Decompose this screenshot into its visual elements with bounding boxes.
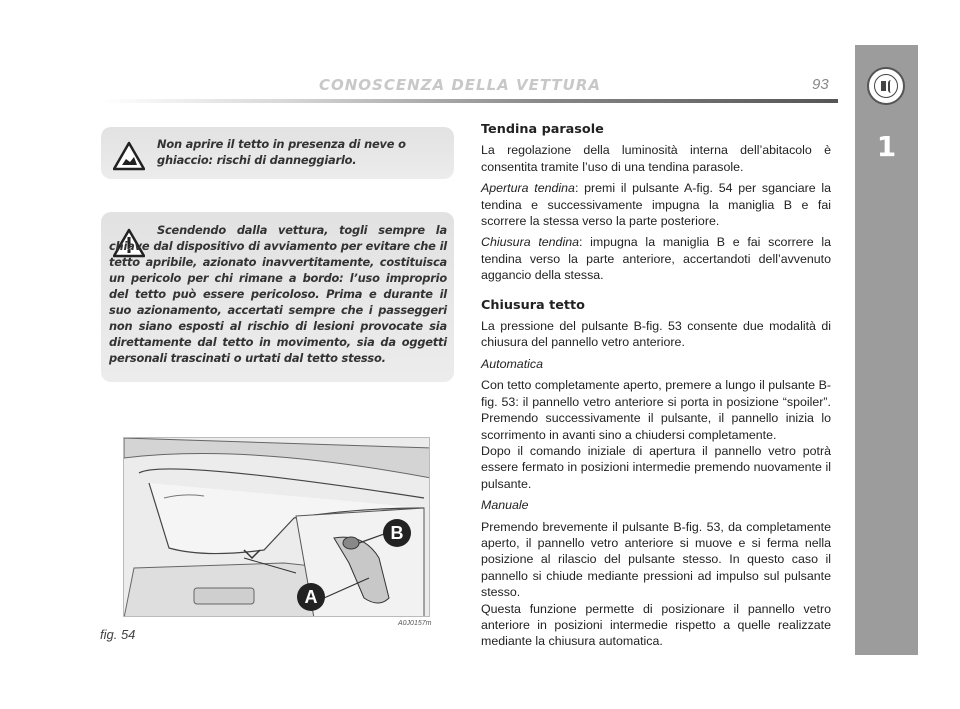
figure-code: A0J0157m	[398, 620, 432, 627]
warning-text: Non aprire il tetto in presenza di neve o ghiaccio: rischi di danneggiarlo.	[157, 137, 406, 167]
page-number: 93	[812, 76, 829, 93]
warning-box-safety	[101, 212, 454, 382]
paragraph: La pressione del pulsante B-fig. 53 consente due modalità di chiusura del pannello vetro anteriore.	[481, 319, 831, 350]
section-title-sun-blind: Tendina parasole	[481, 122, 604, 137]
subheading-manual: Manuale	[481, 498, 529, 513]
chapter-number: 1	[876, 130, 897, 163]
paragraph	[481, 234, 831, 283]
paragraph-text: : premi il pulsante A-fig. 54 per sganciare la tendina e successivamente impugna la maniglia B e fai scorrere la stessa verso la parte posteriore.	[481, 181, 831, 229]
figure-label-a: A	[297, 583, 325, 611]
figure-caption: fig. 54	[100, 627, 136, 642]
paragraph: Premendo brevemente il pulsante B-fig. 53, da completamente aperto, il pannello vetro anteriore si muove e si ferma nella posizione al rilascio del pulsante stesso. In questo caso il pannello si chiude mediante pressioni ad impulso sul pulsante stesso.	[481, 519, 831, 600]
run-in-label: Chiusura tendina	[481, 235, 579, 250]
run-in-label: Apertura tendina	[481, 181, 575, 196]
paragraph	[481, 180, 831, 229]
brand-logo-icon	[867, 67, 905, 105]
header-title: CONOSCENZA DELLA VETTURA	[318, 76, 602, 94]
warning-triangle-icon	[113, 141, 145, 171]
figure-label-b: B	[383, 519, 411, 547]
paragraph-text: : impugna la maniglia B e fai scorrere la tendina verso la parte anteriore, accertandoti dell’avvenuto aggancio della stessa.	[481, 235, 831, 283]
section-title-roof-closing: Chiusura tetto	[481, 297, 585, 313]
paragraph: Con tetto completamente aperto, premere a lungo il pulsante B-fig. 53: il pannello vetro anteriore si porta in posizione “spoiler”. Premendo successivamente il pulsante, il pannello inizia lo scorrimento in avanti sino a chiudersi completamente.	[481, 378, 831, 442]
figure-sun-blind	[123, 437, 430, 617]
warning-text: Scendendo dalla vettura, togli sempre la chiave dal dispositivo di avviamento per evitare che il tetto apribile, azionato inavvertitamente, costituisca un pericolo per chi rimane a bordo: l’uso improprio del tetto può essere pericoloso. Prima e durante il suo azionamento, accertati sempre che i passeggeri non siano esposti al rischio di lesioni provocate sia direttamente dal tetto in movimento, sia da oggetti personali trascinati o urtati dal tetto stesso.	[109, 223, 447, 365]
warning-box-snow	[101, 127, 454, 179]
subheading-automatic: Automatica	[481, 356, 543, 371]
paragraph: Questa funzione permette di posizionare il pannello vetro anteriore in posizioni intermedie rispetto a quelle realizzate mediante la chiusura automatica.	[481, 601, 831, 649]
header-rule	[100, 99, 838, 103]
paragraph: La regolazione della luminosità interna dell’abitacolo è consentita tramite l’uso di una tendina parasole.	[481, 143, 831, 174]
paragraph: Dopo il comando iniziale di apertura il pannello vetro potrà essere fermato in posizioni intermedie premendo nuovamente il pulsante.	[481, 443, 831, 491]
right-column	[481, 122, 831, 655]
